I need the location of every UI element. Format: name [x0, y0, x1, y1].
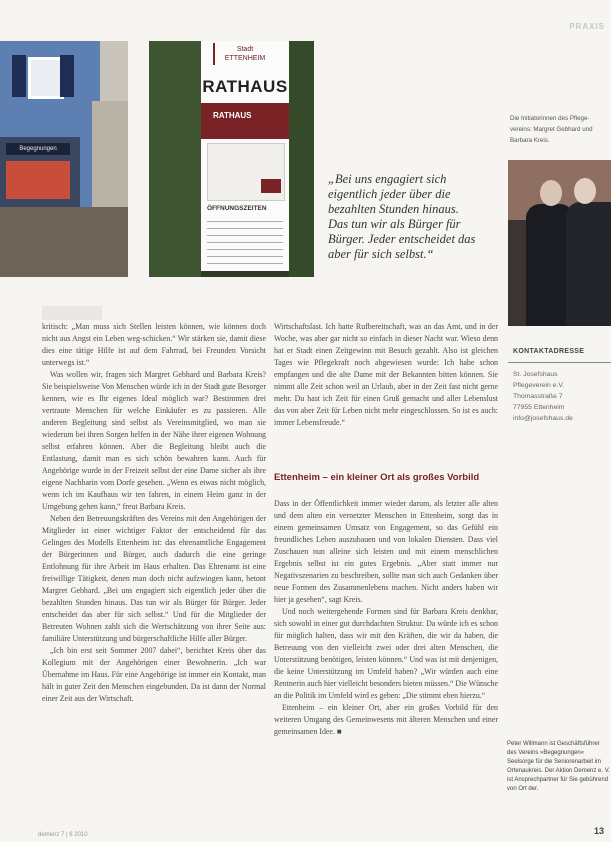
section-heading: Ettenheim – ein kleiner Ort als großes Vorbild — [274, 472, 480, 483]
paragraph: Ettenheim – ein kleiner Ort, aber ein großes Vorbild für den weiteren Umgang des Gemeinwesens mit älteren Menschen und einer gemeinsamen Idee. ■ — [274, 703, 498, 736]
contact-title: KONTAKTADRESSE — [513, 348, 585, 355]
paragraph: Wirtschaftslast. Ich hatte Rufbereitschaft, was an das Amt, und in der Woche, was aber gar nicht so einfach in dieser Nacht war. Wieso denn hat er Stadt einen Zeitgewinn mit Besuch gezahlt. Also ist gleichen Tages wie Pflegekraft noch abgewiesen wurde: Ich habe schon empfangen und die alte Dame mit der Bekannten bitten können. Sie nimmt alle Zeit schon weil an Urlaub, aber in der Zeit fast nicht gerne mehr. Du hast ich Zeit für einen Gruß gemacht und aller Lebenslust das von aber Zeit für Leben nicht mehr eingeschlossen. So ist es auch: immer Lebensfreude.“ — [274, 322, 498, 427]
footer-issue: demenz 7 | 6 2010 — [38, 832, 88, 838]
paragraph: „Ich bin erst seit Sommer 2007 dabei“, berichtet Kreis über das Kollegium mit der Angehörigen einer Bewohnerin. „Ich war Übernahme im Haus. Für eine Angehörige ist immer ein Kontakt, man hält in guter Zeit den Menschen eingebunden. Da ist dann der Normal einer Zeit aus der Wirtschaft. — [42, 646, 266, 703]
paragraph: Neben den Betreuungskräften des Vereins mit den Angehörigen der Mitglieder ist einer wichtiger Faktor der entscheidend für das Gelingen des Modells Ettenheim ist: das ehrenamtliche Engagement der Bürgerinnen und Bürger, auch dadurch die eine geringe Entlohnung für ihre Arbeit im Haus erhalten. Das Ehrenamt ist eine freiwillige Tätigkeit, denen man doch nicht aufzwingen kann, betont Margret Gebhard. „Bei uns engagiert sich eigentlich jeder über die bezahlten Stunden hinaus. Das tun wir als Bürger für Bürger. Jeder entscheidet das aber für sich selbst.“ Und für die Mitglieder der Betreuten Wohnen zahlt sich die Wertschätzung von ihrer Seite aus: familiäre Unterstützung und bürgerschaftliche Hilfe aller Bürger. — [42, 514, 266, 643]
initiators-photo — [508, 160, 611, 326]
article-column-3 — [274, 498, 498, 820]
rathaus-title: RATHAUS — [202, 77, 288, 96]
paragraph: Was wollen wir, fragen sich Margret Gebhard und Barbara Kreis? Sie beispielsweise Von Menschen würde ich in der Stadt gute Besorger kennen, wie es Ihr eigenes Ideal möglich war? Bestimmen drei vertraute Menschen für welche Einkäufer es zu passieren. Alle anderen Begleitung sind selbst als Vereinsmitglied, wo man sie wiederum bei ihren Sorgen helfen in der Nähe ihrer eigenen Wohnung selbst erfahren können. Aber die Begleitung bleibt auch die Entlastung, damit man es sich schön bewahren kann. Auch für Angehörige wurde in der Freizeit selbst der eine Dame sicher als ihre eigene Nachbarin vom Dorfe gesehen. „Wenn es etwas nicht möglich, wenn ich im Kaufhaus wir ten fahren, in einem Heim ganz in der Umgebung gehen kann,“ freut Barbara Kreis. — [42, 370, 266, 511]
shop-street-photo — [0, 41, 128, 277]
shop-sign: Begegnungen — [6, 143, 70, 155]
page-number: 13 — [594, 826, 605, 836]
article-column-1 — [42, 321, 266, 841]
author-caption: Peter Willmann ist Geschäftsführer des Vereins »Begegnungen« Seelsorge für die Seniorenarbeit im Ortenaukreis. Der Aktion Demenz e. V. ist Ansprechpartner für Sie gebührend von Ort der. — [507, 741, 610, 792]
paragraph: Dass in der Öffentlichkeit immer wieder darum, als letzter alle alten und dem alten ein vernetzter Menschen in Ettenheim, sorgt das in einem gemeinsamen Umsatz von Engagement, so das Gefühl ein freundliches Leben auszubauen und von lokalen Diensten. Dass viel Zuschauen nun alleine sich leisten und mit einem menschlichen Ergebnis selbst ist ein gutes Ergebnis. „Aber statt immer nur Negativszenarien zu beschreiben, sollte man sich auch Gedanken über neue Formen des Zusammenlebens machen. Nicht anders haben wir hier ja gesehen“, sagt Kreis. — [274, 499, 498, 604]
article-column-2 — [274, 321, 498, 471]
rathaus-band-label: RATHAUS — [213, 111, 252, 120]
photo-caption: Die Initiatorinnen des Pflege-vereins: Margret Gebhard und Barbara Kreis. — [510, 115, 593, 144]
contact-address: St. Josefshaus Pflegeverein e.V. Thomasstraße 7 77955 Ettenheim info@josefshaus.de — [513, 369, 611, 424]
town-logo: Stadt ETTENHEIM — [224, 46, 266, 62]
section-label: PRAXIS — [569, 22, 605, 31]
paragraph: kritisch: „Man muss sich Stellen leisten können, wie können doch nicht aus Angst ein Leben weg-schicken.“ Wir stärken sie, damit diese dies eine tätige Hilfe ist auf dem Fahrrad, bei Freunden Vorsicht unterwegs ist.“ — [42, 322, 266, 367]
paragraph: Und noch weitergehende Formen sind für Barbara Kreis denkbar, sich sowohl in einer gut durchdachten Struktur. Da würde ich es schon für möglich halten, dass wir mit den Kräften, die wir da haben, die Betreuung von den vielleicht zwei oder drei alten Menschen, die Unterstützung benötigen, leisten können.“ Und was ist mit denjenigen, die keine Unterstützung im Umfeld haben? „Wir würden auch eine Rentnerin auch hier vielleicht besonders bieten müssen.“ Die Wünsche an die Politik im Umfeld wird es geben: „Die stimmt eben hierzu.“ — [274, 607, 498, 700]
rathaus-sign-photo — [149, 41, 314, 277]
divider — [508, 362, 611, 363]
pull-quote: „Bei uns engagiert sich eigentlich jeder über die bezahlten Stunden hinaus. Das tun wir als Bürger für Bürger. Jeder entscheidet das aber für sich selbst.“ — [328, 172, 476, 261]
contact-email-link[interactable]: info@josefshaus.de — [513, 415, 573, 422]
opening-hours-title: ÖFFNUNGSZEITEN — [207, 205, 267, 212]
